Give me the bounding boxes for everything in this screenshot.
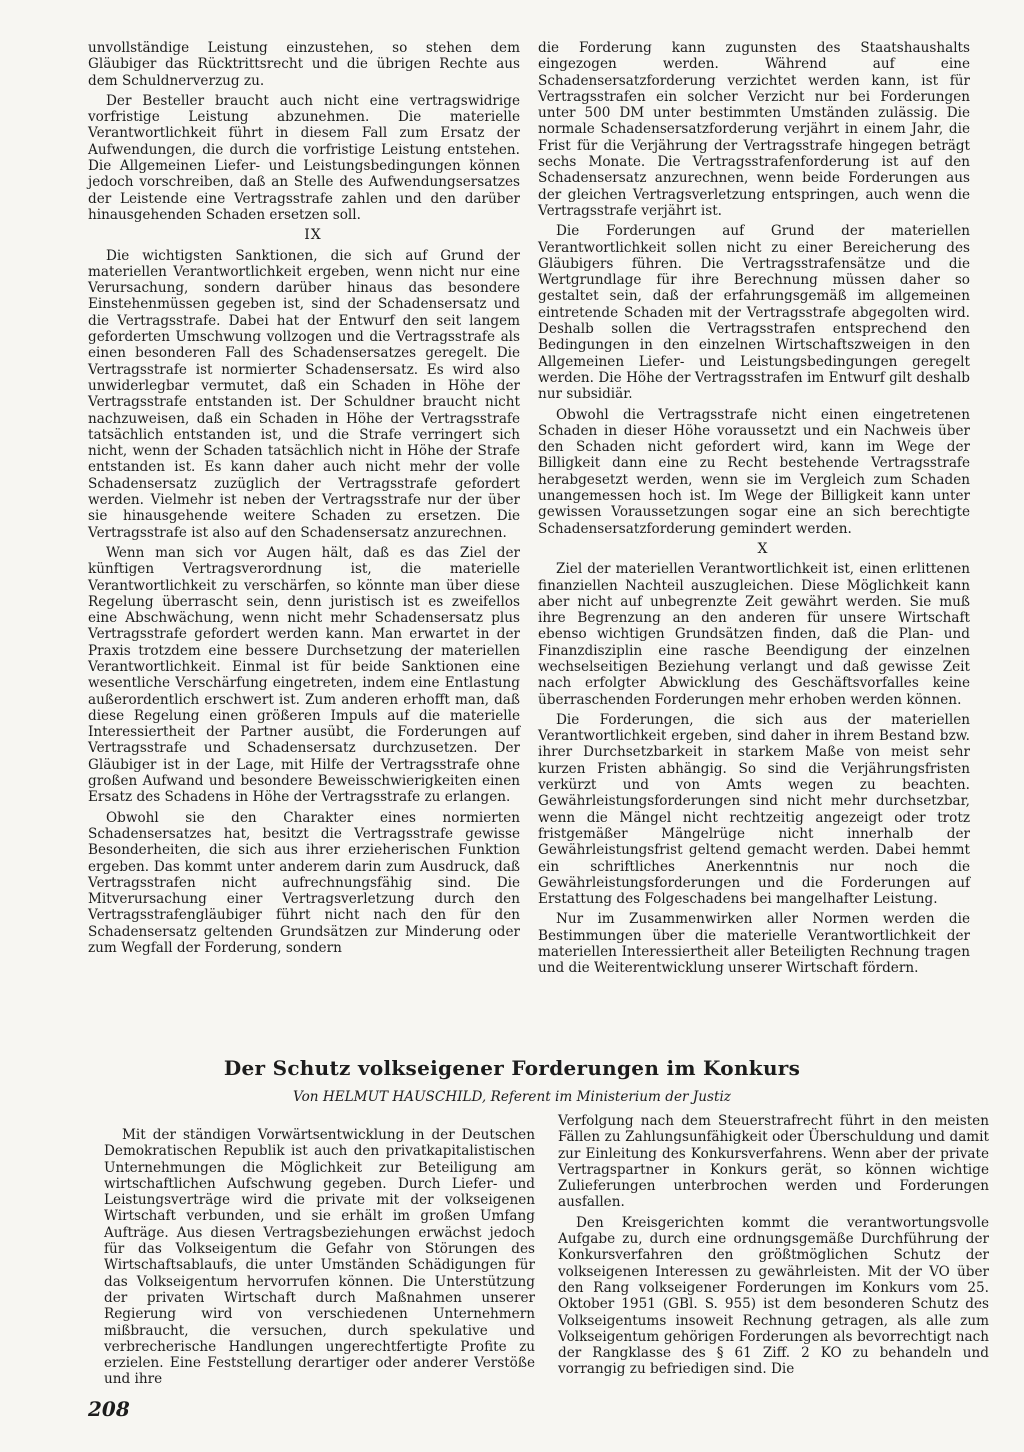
article-byline: Von HELMUT HAUSCHILD, Referent im Ministerium der Justiz — [293, 1089, 731, 1105]
right-column — [538, 40, 970, 981]
paragraph: Der Besteller braucht auch nicht eine vertragswidrige vorfristige Leistung abzunehmen. Die materielle Verantwortlichkeit führt in diesem Fall zum Ersatz der Aufwendungen, die durch die vorfristige Leistung entstehen. Die Allgemeinen Liefer- und Leistungsbedingungen können jedoch vorschreiben, daß an Stelle des Aufwendungsersatzes der Leistende eine Vertragsstrafe zahlen und den darüber hinausgehenden Schaden ersetzen soll. — [88, 92, 520, 223]
paragraph: Die wichtigsten Sanktionen, die sich auf Grund der materiellen Verantwortlichkeit ergeben, wenn nicht nur eine Verursachung, sondern darüber hinaus das besondere Einstehenmüssen gegeben ist, sind der Schadensersatz und die Vertragsstrafe. Dabei hat der Entwurf den seit langem geforderten Umschwung vollzogen und die Vertragsstrafe als einen besonderen Fall des Schadensersatzes geregelt. Die Vertragsstrafe ist normierter Schadensersatz. Es wird also unwiderlegbar vermutet, daß ein Schaden in Höhe der Vertragsstrafe entstanden ist. Der Schuldner braucht nicht nachzuweisen, daß ein Schaden in Höhe der Vertragsstrafe tatsächlich entstanden ist, und die Strafe verringert sich nicht, wenn der Schaden tatsächlich nicht in Höhe der Strafe entstanden ist. Es kann daher auch nicht mehr der volle Schadensersatz zuzüglich der Vertragsstrafe gefordert werden. Vielmehr ist neben der Vertragsstrafe nur der über sie hinausgehende weitere Schaden zu ersetzen. Die Vertragsstrafe ist also auf den Schadensersatz anzurechnen. — [88, 247, 520, 541]
paragraph: Die Forderungen auf Grund der materiellen Verantwortlichkeit sollen nicht zu einer Bereicherung des Gläubigers führen. Die Vertragsstrafensätze und die Wertgrundlage für ihre Berechnung müssen daher so gestaltet sein, daß der erfahrungsgemäß im allgemeinen eintretende Schaden mit der Vertragsstrafe abgegolten wird. Deshalb sollen die Vertragsstrafen entsprechend den Bedingungen in den einzelnen Wirtschaftszweigen in den Allgemeinen Liefer- und Leistungsbedingungen geregelt werden. Die Höhe der Vertragsstrafen im Entwurf gilt deshalb nur subsidiär. — [538, 223, 970, 403]
section-heading: IX — [304, 227, 322, 244]
paragraph: Nur im Zusammenwirken aller Normen werden die Bestimmungen über die materielle Verantwortlichkeit der materiellen Interessiertheit aller Beteiligten Rechnung tragen und die Weiterentwicklung unserer Wirtschaft fördern. — [538, 911, 970, 977]
paragraph: Mit der ständigen Vorwärtsentwicklung in der Deutschen Demokratischen Republik ist auch den privatkapitalistischen Unternehmungen die Möglichkeit zur Beteiligung am wirtschaftlichen Aufschwung gegeben. Durch Liefer- und Leistungsverträge wird die private mit der volkseigenen Wirtschaft verbunden, und sie erhält im großen Umfang Aufträge. Aus diesen Vertragsbeziehungen erwächst jedoch für das Volkseigentum die Gefahr von Störungen des Wirtschaftsablaufs, die unter Umständen Schädigungen für das Volkseigentum hervorrufen können. Die Unterstützung der privaten Wirtschaft durch Maßnahmen unserer Regierung wird von verschiedenen Unternehmern mißbraucht, die versuchen, durch spekulative und verbrecherische Handlungen ungerechtfertigte Profite zu erzielen. Eine Feststellung derartiger oder anderer Verstöße und ihre — [104, 1127, 535, 1388]
section-heading: X — [757, 540, 769, 557]
paragraph: Den Kreisgerichten kommt die verantwortungsvolle Aufgabe zu, durch eine ordnungsgemäße Durchführung der Konkursverfahren den größtmöglichen Schutz der volkseigenen Interessen zu gewährleisten. Mit der VO über den Rang volkseigener Forderungen im Konkurs vom 25. Oktober 1951 (GBl. S. 955) ist dem besonderen Schutz des Volkseigentums insoweit Rechnung getragen, als alle zum Volkseigentum gehörigen Forderungen als bevorrechtigt nach der Rangklasse des § 61 Ziff. 2 KO zu behandeln und vorrangig zu befriedigen sind. Die — [558, 1214, 989, 1378]
paragraph: Die Forderungen, die sich aus der materiellen Verantwortlichkeit ergeben, sind daher in ihrem Bestand bzw. ihrer Durchsetzbarkeit in starkem Maße von meist sehr kurzen Fristen abhängig. So sind die Verjährungsfristen verkürzt und von Amts wegen zu beachten. Gewährleistungsforderungen sind nicht mehr durchsetzbar, wenn die Mängel nicht rechtzeitig angezeigt oder trotz fristgemäßer Mängelrüge nicht innerhalb der Gewährleistungsfrist geltend gemacht werden. Dabei hemmt ein schriftliches Anerkenntnis nur noch die Gewährleistungsforderungen und die Forderungen auf Erstattung des Folgeschadens bei mangelhafter Leistung. — [538, 711, 970, 908]
paragraph: Verfolgung nach dem Steuerstrafrecht führt in den meisten Fällen zu Zahlungsunfähigkeit oder Überschuldung und damit zur Einleitung des Konkursverfahrens. Wenn aber der private Vertragspartner in Konkurs gerät, so können wichtige Zulieferungen unterbrochen werden und Forderungen ausfallen. — [558, 1113, 989, 1211]
left-column — [88, 40, 520, 960]
paragraph: Wenn man sich vor Augen hält, daß es das Ziel der künftigen Vertragsverordnung ist, die materielle Verantwortlichkeit zu verschärfen, so könnte man über diese Regelung überrascht sein, denn juristisch ist es zweifellos eine Abschwächung, wenn nicht mehr Schadensersatz plus Vertragsstrafe gefordert werden kann. Man erwartet in der Praxis trotzdem eine bessere Durchsetzung der materiellen Verantwortlichkeit. Einmal ist für beide Sanktionen eine wesentliche Verschärfung eingetreten, indem eine Entlastung außerordentlich erschwert ist. Zum anderen erhofft man, daß diese Regelung einen größeren Impuls auf die materielle Interessiertheit der Partner ausübt, die Forderungen auf Vertragsstrafe und Schadensersatz durchzusetzen. Der Gläubiger ist in der Lage, mit Hilfe der Vertragsstrafe ohne großen Aufwand und besondere Beweisschwierigkeiten einen Ersatz des Schadens in Höhe der Vertragsstrafe zu erlangen. — [88, 544, 520, 806]
paragraph: Obwohl die Vertragsstrafe nicht einen eingetretenen Schaden in dieser Höhe voraussetzt und ein Nachweis über den Schaden nicht gefordert wird, kann im Wege der Billigkeit dann eine zu Recht bestehende Vertragsstrafe herabgesetzt werden, wenn sie im Vergleich zum Schaden unangemessen hoch ist. Im Wege der Billigkeit kann unter gewissen Voraussetzungen sogar eine an sich berechtigte Schadensersatzforderung gemindert werden. — [538, 406, 970, 537]
article-title: Der Schutz volkseigener Forderungen im Konkurs — [223, 1056, 801, 1080]
paragraph: Obwohl sie den Charakter eines normierten Schadensersatzes hat, besitzt die Vertragsstrafe gewisse Besonderheiten, die sich aus ihrer erzieherischen Funktion ergeben. Das kommt unter anderem darin zum Ausdruck, daß Vertragsstrafen nicht aufrechnungsfähig sind. Die Mitverursachung einer Vertragsverletzung durch den Vertragsstrafengläubiger führt nicht nach den für den Schadensersatz geltenden Grundsätzen zur Minderung oder zum Wegfall der Forderung, sondern — [88, 809, 520, 957]
page-number: 208 — [88, 1397, 130, 1421]
article-left-column — [104, 1127, 535, 1392]
paragraph: unvollständige Leistung einzustehen, so stehen dem Gläubiger das Rücktrittsrecht und die übrigen Rechte aus dem Schuldnerverzug zu. — [88, 40, 520, 89]
article-right-column — [558, 1113, 989, 1382]
paragraph: Ziel der materiellen Verantwortlichkeit ist, einen erlittenen finanziellen Nachteil auszugleichen. Diese Möglichkeit kann aber nicht auf unbegrenzte Zeit gewährt werden. Sie muß ihre Begrenzung an den anderen für unsere Wirtschaft ebenso wichtigen Grundsätzen finden, daß die Plan- und Finanzdisziplin eine rasche Beendigung der einzelnen wechselseitigen Beziehung verlangt und daß gewisse Zeit nach erfolgter Abwicklung des Geschäftsvorfalles keine überraschenden Forderungen mehr erhoben werden können. — [538, 561, 970, 708]
paragraph: die Forderung kann zugunsten des Staatshaushalts eingezogen werden. Während auf eine Schadensersatzforderung verzichtet werden kann, ist für Vertragsstrafen ein solcher Verzicht nur bei Forderungen unter 500 DM unter bestimmten Umständen zulässig. Die normale Schadensersatzforderung verjährt in einem Jahr, die Frist für die Verjährung der Vertragsstrafe hingegen beträgt sechs Monate. Die Vertragsstrafenforderung ist auf den Schadensersatz anzurechnen, wenn beide Forderungen aus der gleichen Vertragsverletzung entspringen, auch wenn die Vertragsstrafe verjährt ist. — [538, 40, 970, 219]
